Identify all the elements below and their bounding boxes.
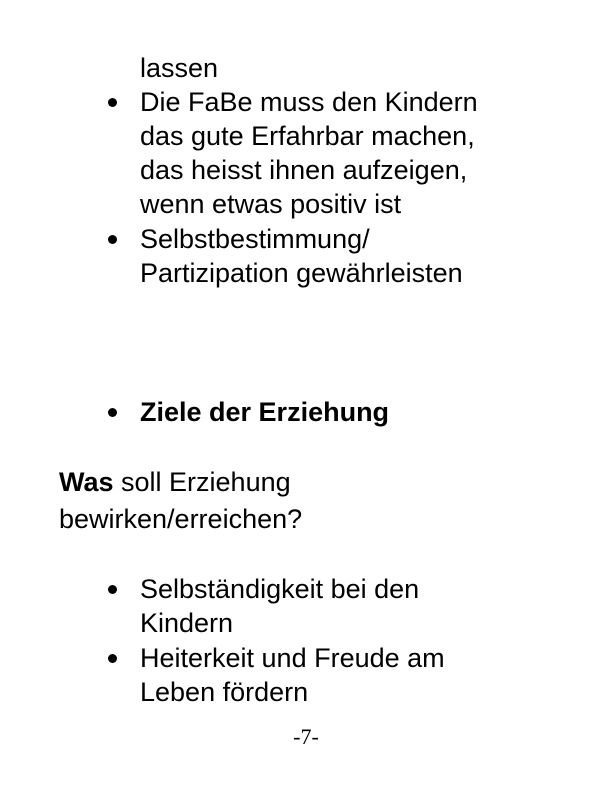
- bullet-4-line-2: Leben fördern: [140, 677, 309, 707]
- bullet-4-line-1: Heiterkeit und Freude am: [140, 643, 445, 673]
- bullet-dot-icon: [108, 654, 117, 663]
- bullet-3-line-2: Kindern: [140, 608, 234, 638]
- bullet-1-line-4: wenn etwas positiv ist: [140, 189, 402, 219]
- bullet-dot-icon: [108, 408, 117, 417]
- bullet-2-line-1: Selbstbestimmung/: [140, 224, 370, 254]
- bullet-3-line-1: Selbständigkeit bei den: [140, 574, 420, 604]
- page-number: -7-: [293, 724, 319, 749]
- question-rest: soll Erziehung: [113, 467, 291, 497]
- bullet-1-line-1: Die FaBe muss den Kindern: [140, 87, 478, 117]
- section-heading: Ziele der Erziehung: [140, 397, 390, 427]
- bullet-dot-icon: [108, 98, 117, 107]
- question-line-1: [59, 465, 291, 499]
- question-bold: Was: [59, 467, 114, 497]
- bullet-1-line-3: das heisst ihnen aufzeigen,: [140, 155, 468, 185]
- bullet-dot-icon: [108, 235, 117, 244]
- bullet-1-line-2: das gute Erfahrbar machen,: [140, 121, 475, 151]
- continuation-text: lassen: [140, 53, 219, 83]
- question-line-2: bewirken/erreichen?: [59, 504, 303, 534]
- bullet-dot-icon: [108, 585, 117, 594]
- bullet-2-line-2: Partizipation gewährleisten: [140, 258, 463, 288]
